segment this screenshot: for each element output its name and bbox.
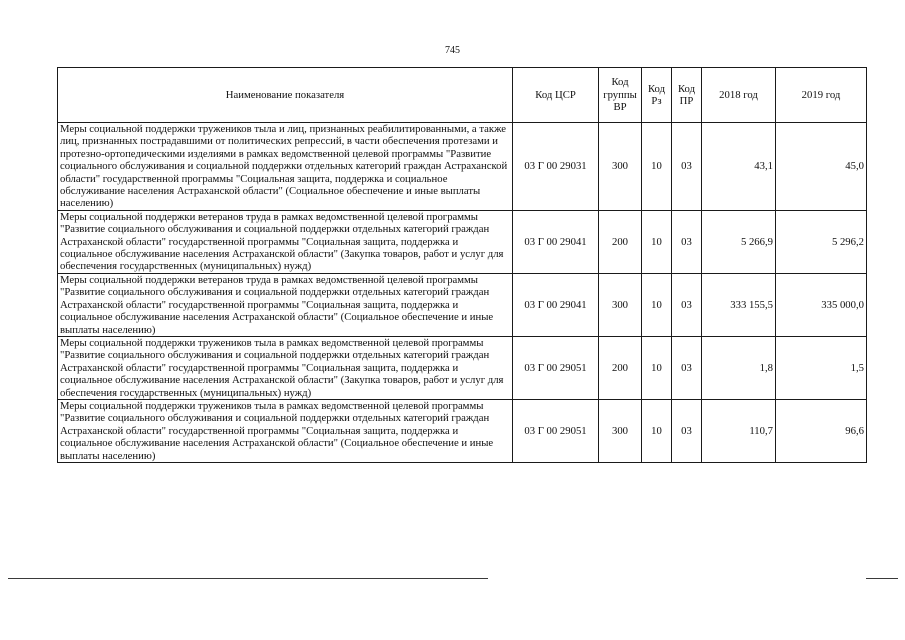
header-2018: 2018 год [702, 68, 776, 123]
header-csr: Код ЦСР [513, 68, 599, 123]
row-rz: 10 [642, 399, 672, 462]
row-name: Меры социальной поддержки тружеников тыла в рамках ведомственной целевой программы "Развитие социального обслуживания и социальной поддержки отдельных категорий граждан Астраханской области" государственной программы "Социальная защита, поддержка и социальное обслуживание населения Астраханской области" (Социальное обеспечение и иные выплаты населению) [58, 399, 513, 462]
header-2019: 2019 год [776, 68, 867, 123]
budget-table [57, 67, 867, 463]
row-vr: 300 [599, 273, 642, 336]
row-rz: 10 [642, 273, 672, 336]
row-name: Меры социальной поддержки ветеранов труда в рамках ведомственной целевой программы "Развитие социального обслуживания и социальной поддержки отдельных категорий граждан Астраханской области" государственной программы "Социальная защита, поддержка и социальное обслуживание населения Астраханской области" (Закупка товаров, работ и услуг для обеспечения государственных (муниципальных) нужд) [58, 210, 513, 273]
row-name: Меры социальной поддержки тружеников тыла и лиц, признанных реабилитированными, а также лиц, признанных пострадавшими от политических репрессий, в части обеспечения протезами и протезно-ортопедическими изделиями в рамках ведомственной целевой программы "Развитие социального обслуживания и социальной поддержки отдельных категорий граждан Астраханской области" государственной программы "Социальная защита, поддержка и социальное обслуживание населения Астраханской области" (Социальное обеспечение и иные выплаты населению) [58, 123, 513, 211]
row-csr: 03 Г 00 29041 [513, 273, 599, 336]
header-row [58, 68, 867, 123]
row-2019: 45,0 [776, 123, 867, 211]
row-2018: 43,1 [702, 123, 776, 211]
table-row [58, 273, 867, 336]
row-2018: 333 155,5 [702, 273, 776, 336]
row-pr: 03 [672, 336, 702, 399]
row-rz: 10 [642, 336, 672, 399]
row-pr: 03 [672, 399, 702, 462]
row-vr: 200 [599, 210, 642, 273]
table-row [58, 336, 867, 399]
crossed-out-rule [58, 578, 488, 579]
row-2019: 1,5 [776, 336, 867, 399]
row-name: Меры социальной поддержки тружеников тыла в рамках ведомственной целевой программы "Развитие социального обслуживания и социальной поддержки отдельных категорий граждан Астраханской области" государственной программы "Социальная защита, поддержка и социальное обслуживание населения Астраханской области" (Закупка товаров, работ и услуг для обеспечения государственных (муниципальных) нужд) [58, 336, 513, 399]
table-row [58, 399, 867, 462]
row-vr: 300 [599, 399, 642, 462]
row-rz: 10 [642, 210, 672, 273]
right-margin-rule [866, 578, 898, 579]
row-vr: 300 [599, 123, 642, 211]
row-pr: 03 [672, 273, 702, 336]
header-name: Наименование показателя [58, 68, 513, 123]
row-2019: 5 296,2 [776, 210, 867, 273]
row-pr: 03 [672, 210, 702, 273]
table-row [58, 210, 867, 273]
row-vr: 200 [599, 336, 642, 399]
row-2019: 96,6 [776, 399, 867, 462]
row-name: Меры социальной поддержки ветеранов труда в рамках ведомственной целевой программы "Развитие социального обслуживания и социальной поддержки отдельных категорий граждан Астраханской области" государственной программы "Социальная защита, поддержка и социальное обслуживание населения Астраханской области" (Социальное обеспечение и иные выплаты населению) [58, 273, 513, 336]
left-margin-rule [8, 578, 58, 579]
table-body [58, 123, 867, 463]
row-2018: 5 266,9 [702, 210, 776, 273]
row-2018: 110,7 [702, 399, 776, 462]
page-number: 745 [445, 45, 460, 56]
header-rz: Код Рз [642, 68, 672, 123]
row-2019: 335 000,0 [776, 273, 867, 336]
table-header [58, 68, 867, 123]
table-row [58, 123, 867, 211]
row-csr: 03 Г 00 29041 [513, 210, 599, 273]
row-2018: 1,8 [702, 336, 776, 399]
row-csr: 03 Г 00 29031 [513, 123, 599, 211]
row-pr: 03 [672, 123, 702, 211]
row-csr: 03 Г 00 29051 [513, 336, 599, 399]
row-csr: 03 Г 00 29051 [513, 399, 599, 462]
header-pr: Код ПР [672, 68, 702, 123]
row-rz: 10 [642, 123, 672, 211]
header-vr: Код группы ВР [599, 68, 642, 123]
